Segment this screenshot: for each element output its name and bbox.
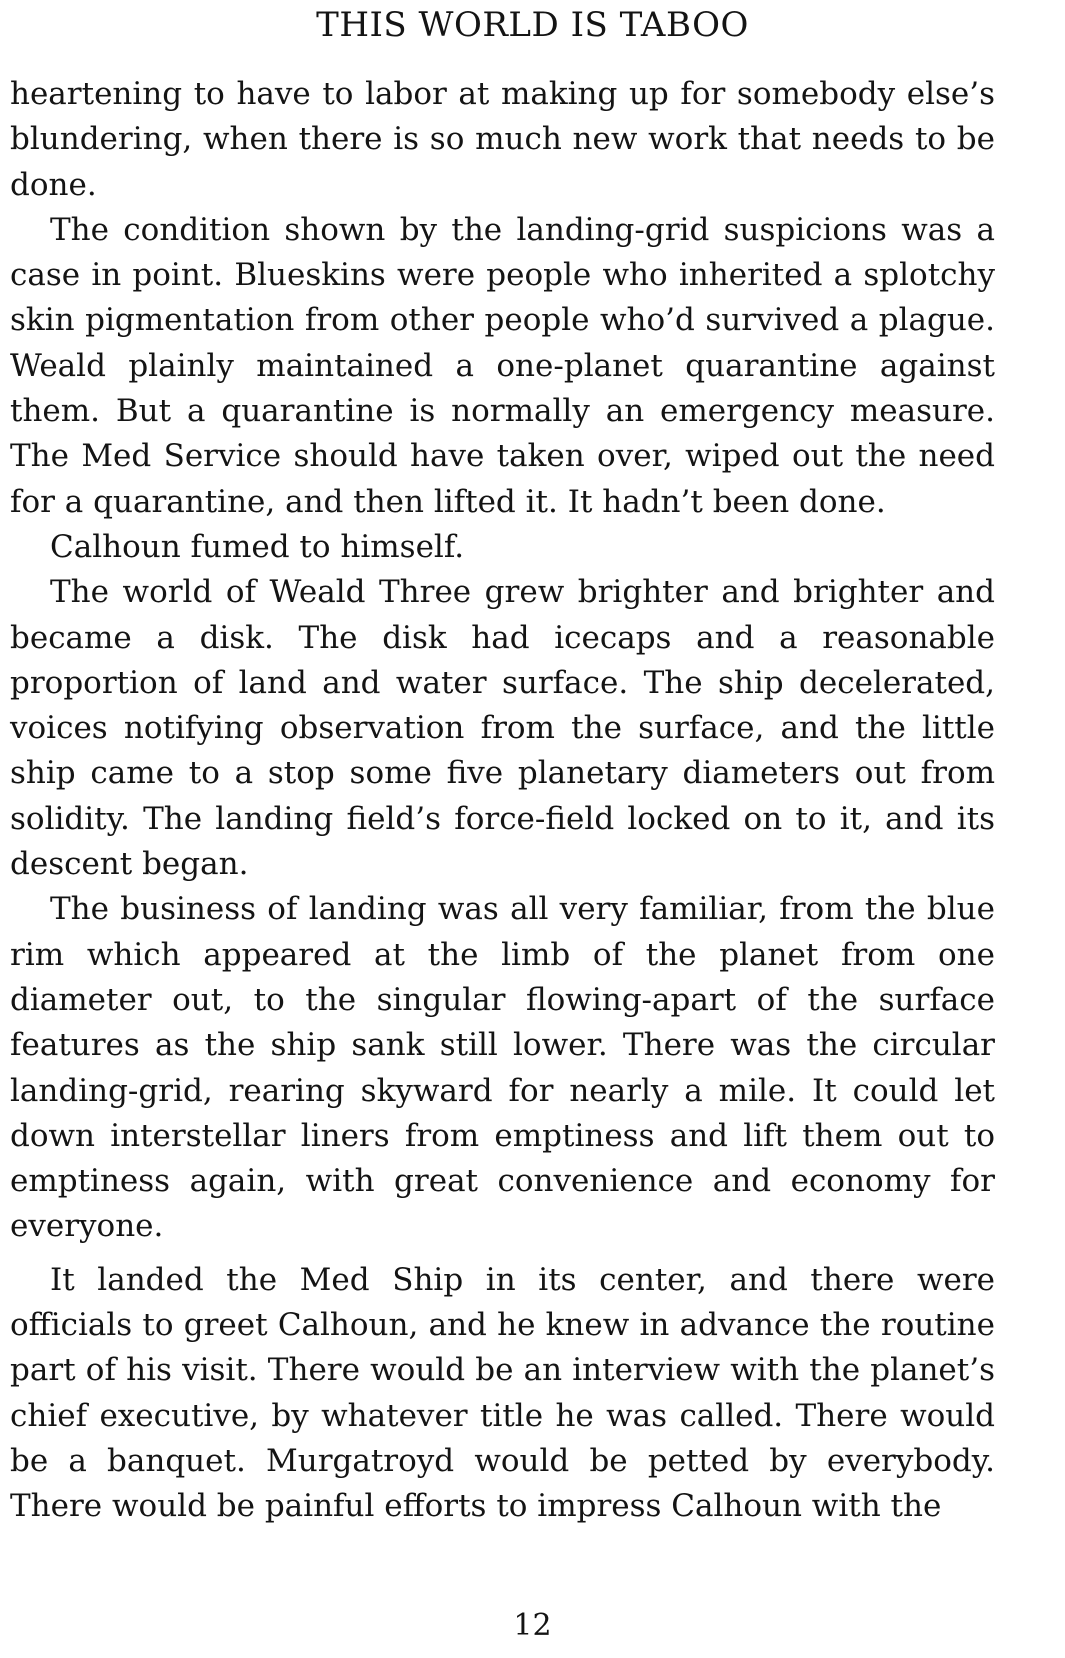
paragraph-continued: heartening to have to labor at making up for somebody else’s blundering, when there is so much new work that needs to be done. [10, 76, 995, 203]
running-head: THIS WORLD IS TABOO [316, 5, 749, 45]
paragraph: It landed the Med Ship in its center, and there were officials to greet Calhoun, and he knew in advance the routine part of his visit. There would be an interview with the planet’s chief executive, by whatever title he was called. There would be a banquet. Murgatroyd would be petted by everybody. There would be painful efforts to impress Calhoun with the [10, 1261, 995, 1525]
paragraph: The business of landing was all very familiar, from the blue rim which appeared at the limb of the planet from one diameter out, to the singular flowing-apart of the surface features as the ship sank still lower. There was the circular landing-grid, rearing skyward for nearly a mile. It could let down interstellar liners from emptiness and lift them out to emptiness again, with great convenience and economy for everyone. [10, 891, 995, 1245]
paragraph: The world of Weald Three grew brighter and brighter and became a disk. The disk had icecaps and a reasonable proportion of land and water surface. The ship decelerated, voices notifying observation from the surface, and the little ship came to a stop some five planetary diameters out from solidity. The landing field’s force-field locked on to it, and its descent began. [10, 574, 995, 883]
page-number: 12 [513, 1608, 552, 1643]
paragraph: The condition shown by the landing-grid suspicions was a case in point. Blueskins were people who inherited a splotchy skin pigmentation from other people who’d survived a plague. Weald plainly maintained a one-planet quarantine against them. But a quarantine is normally an emergency measure. The Med Service should have taken over, wiped out the need for a quarantine, and then lifted it. It hadn’t been done. [10, 211, 995, 520]
paragraph: Calhoun fumed to himself. [50, 528, 465, 565]
body-text [10, 72, 995, 1530]
